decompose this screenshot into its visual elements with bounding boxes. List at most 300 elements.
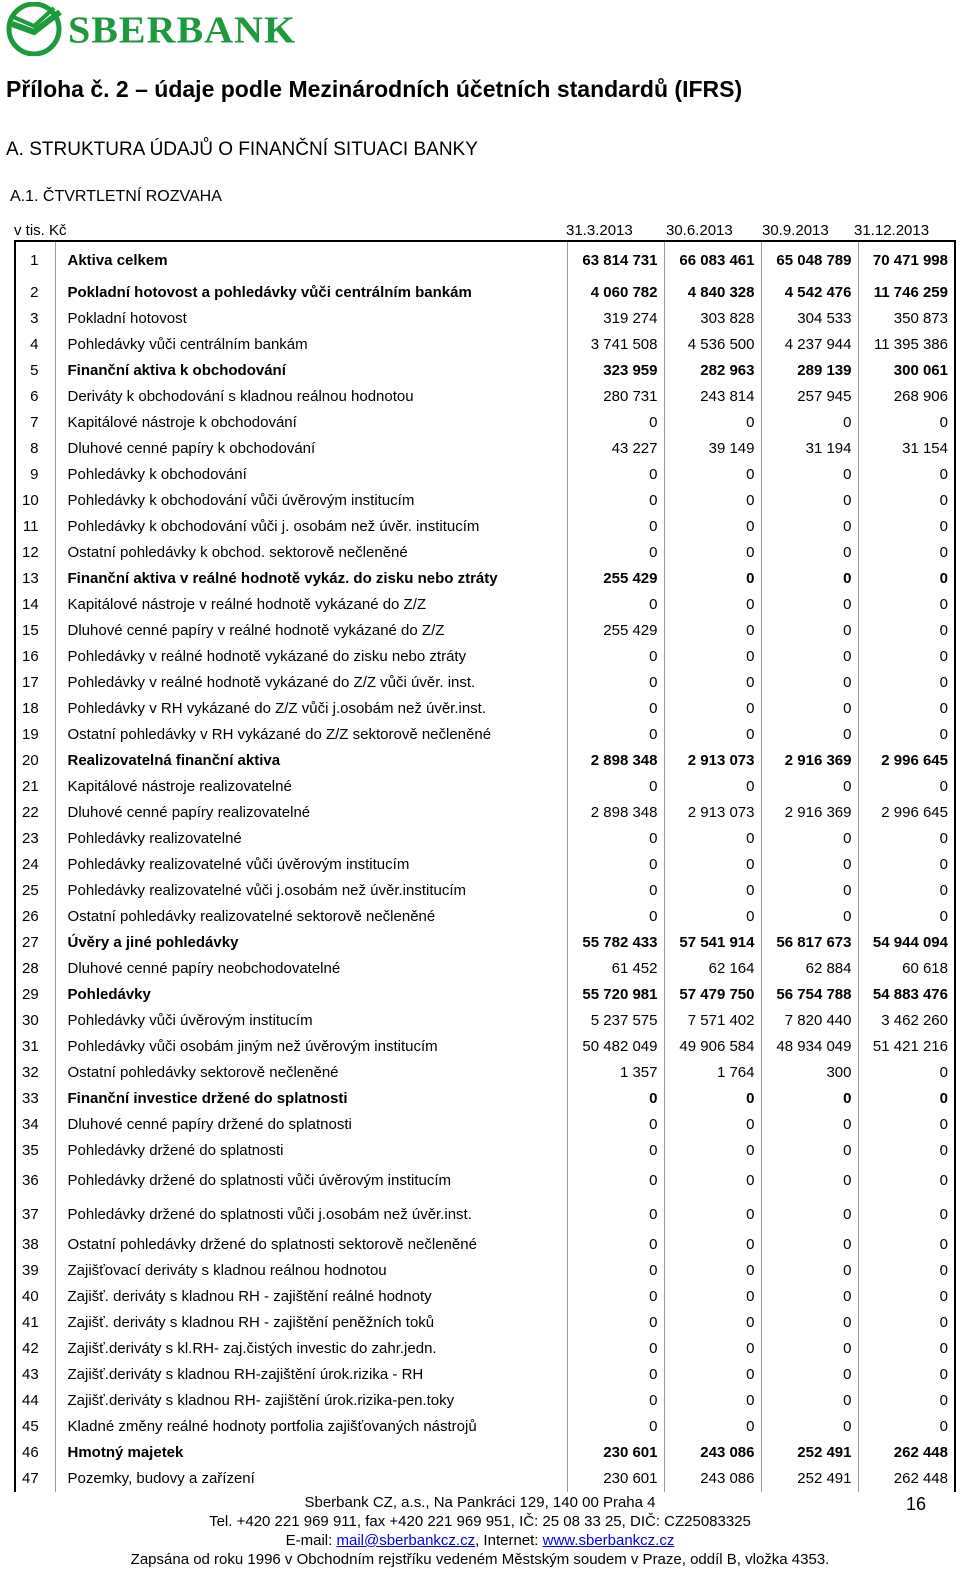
row-value: 0 <box>664 722 761 748</box>
row-label: Realizovatelná finanční aktiva <box>55 748 567 774</box>
row-value: 0 <box>761 878 858 904</box>
row-number: 20 <box>15 748 55 774</box>
row-value: 0 <box>761 1310 858 1336</box>
row-value: 0 <box>567 1164 664 1198</box>
row-number: 31 <box>15 1034 55 1060</box>
table-row <box>15 956 955 982</box>
row-number: 47 <box>15 1466 55 1492</box>
row-value: 0 <box>858 566 955 592</box>
row-number: 36 <box>15 1164 55 1198</box>
row-label: Dluhové cenné papíry v reálné hodnotě vykázané do Z/Z <box>55 618 567 644</box>
row-label: Pohledávky <box>55 982 567 1008</box>
row-value: 0 <box>858 1284 955 1310</box>
row-value: 0 <box>664 1198 761 1232</box>
row-value: 0 <box>567 1336 664 1362</box>
row-value: 319 274 <box>567 306 664 332</box>
row-label: Kladné změny reálné hodnoty portfolia zajišťovaných nástrojů <box>55 1414 567 1440</box>
table-row <box>15 384 955 410</box>
row-value: 3 741 508 <box>567 332 664 358</box>
row-value: 257 945 <box>761 384 858 410</box>
table-row <box>15 280 955 306</box>
row-number: 19 <box>15 722 55 748</box>
row-value: 0 <box>567 488 664 514</box>
row-number: 45 <box>15 1414 55 1440</box>
row-value: 0 <box>761 488 858 514</box>
row-value: 0 <box>664 1310 761 1336</box>
row-value: 7 571 402 <box>664 1008 761 1034</box>
brand-logo <box>6 2 296 56</box>
row-number: 15 <box>15 618 55 644</box>
row-number: 9 <box>15 462 55 488</box>
row-label: Kapitálové nástroje realizovatelné <box>55 774 567 800</box>
row-value: 0 <box>664 462 761 488</box>
row-value: 0 <box>761 1336 858 1362</box>
table-row <box>15 462 955 488</box>
row-value: 4 840 328 <box>664 280 761 306</box>
row-value: 2 898 348 <box>567 748 664 774</box>
balance-sheet-table <box>14 240 956 1492</box>
row-value: 63 814 731 <box>567 241 664 280</box>
row-value: 4 237 944 <box>761 332 858 358</box>
row-value: 0 <box>567 514 664 540</box>
row-value: 252 491 <box>761 1440 858 1466</box>
row-number: 5 <box>15 358 55 384</box>
row-value: 289 139 <box>761 358 858 384</box>
row-value: 243 086 <box>664 1466 761 1492</box>
table-row <box>15 1086 955 1112</box>
row-value: 0 <box>858 826 955 852</box>
row-value: 0 <box>761 410 858 436</box>
column-date-3: 30.9.2013 <box>762 222 829 239</box>
row-number: 26 <box>15 904 55 930</box>
row-value: 0 <box>567 1138 664 1164</box>
table-row <box>15 358 955 384</box>
table-row <box>15 1414 955 1440</box>
row-value: 0 <box>664 1138 761 1164</box>
row-value: 0 <box>664 1232 761 1258</box>
row-value: 54 944 094 <box>858 930 955 956</box>
row-value: 0 <box>858 592 955 618</box>
row-number: 44 <box>15 1388 55 1414</box>
row-number: 28 <box>15 956 55 982</box>
row-value: 0 <box>664 644 761 670</box>
row-value: 0 <box>664 566 761 592</box>
row-value: 304 533 <box>761 306 858 332</box>
table-row <box>15 436 955 462</box>
row-value: 0 <box>567 852 664 878</box>
column-date-4: 31.12.2013 <box>854 222 930 239</box>
row-value: 0 <box>567 644 664 670</box>
row-value: 0 <box>858 1310 955 1336</box>
row-value: 2 898 348 <box>567 800 664 826</box>
row-value: 0 <box>567 1232 664 1258</box>
row-value: 0 <box>858 1232 955 1258</box>
sberbank-logo-icon <box>6 2 62 56</box>
row-value: 0 <box>761 1258 858 1284</box>
row-value: 0 <box>761 566 858 592</box>
table-row <box>15 722 955 748</box>
row-label: Deriváty k obchodování s kladnou reálnou hodnotou <box>55 384 567 410</box>
table-row <box>15 826 955 852</box>
row-value: 0 <box>664 774 761 800</box>
table-row <box>15 332 955 358</box>
table-row <box>15 1336 955 1362</box>
row-number: 10 <box>15 488 55 514</box>
row-number: 25 <box>15 878 55 904</box>
table-row <box>15 1310 955 1336</box>
row-value: 0 <box>761 1388 858 1414</box>
row-value: 0 <box>664 488 761 514</box>
row-number: 41 <box>15 1310 55 1336</box>
table-row <box>15 1440 955 1466</box>
row-value: 0 <box>761 826 858 852</box>
row-value: 0 <box>761 904 858 930</box>
row-value: 0 <box>858 514 955 540</box>
row-value: 0 <box>664 826 761 852</box>
row-number: 43 <box>15 1362 55 1388</box>
row-value: 0 <box>567 1086 664 1112</box>
row-value: 0 <box>664 618 761 644</box>
row-value: 0 <box>858 878 955 904</box>
table-row <box>15 1258 955 1284</box>
row-number: 11 <box>15 514 55 540</box>
table-row <box>15 1138 955 1164</box>
row-value: 0 <box>567 1414 664 1440</box>
row-value: 0 <box>664 1388 761 1414</box>
row-value: 0 <box>761 1138 858 1164</box>
document-title: Příloha č. 2 – údaje podle Mezinárodních účetních standardů (IFRS) <box>6 76 743 102</box>
row-value: 2 916 369 <box>761 748 858 774</box>
row-value: 7 820 440 <box>761 1008 858 1034</box>
row-number: 38 <box>15 1232 55 1258</box>
row-number: 35 <box>15 1138 55 1164</box>
row-value: 280 731 <box>567 384 664 410</box>
table-row <box>15 1198 955 1232</box>
row-value: 0 <box>664 514 761 540</box>
row-value: 0 <box>858 462 955 488</box>
section-title: A. STRUKTURA ÚDAJŮ O FINANČNÍ SITUACI BANKY <box>6 139 478 160</box>
row-value: 0 <box>664 670 761 696</box>
table-row <box>15 618 955 644</box>
row-label: Ostatní pohledávky v RH vykázané do Z/Z sektorově nečleněné <box>55 722 567 748</box>
row-value: 0 <box>858 1336 955 1362</box>
row-value: 0 <box>761 618 858 644</box>
row-number: 29 <box>15 982 55 1008</box>
row-value: 55 720 981 <box>567 982 664 1008</box>
row-value: 0 <box>761 1362 858 1388</box>
row-value: 1 764 <box>664 1060 761 1086</box>
row-value: 0 <box>858 670 955 696</box>
row-value: 50 482 049 <box>567 1034 664 1060</box>
row-value: 61 452 <box>567 956 664 982</box>
table-row <box>15 488 955 514</box>
row-value: 11 746 259 <box>858 280 955 306</box>
table-row <box>15 930 955 956</box>
row-value: 0 <box>761 696 858 722</box>
row-value: 0 <box>761 670 858 696</box>
web-link[interactable]: www.sberbankcz.cz <box>542 1532 675 1549</box>
row-value: 0 <box>567 904 664 930</box>
row-number: 12 <box>15 540 55 566</box>
row-value: 0 <box>858 618 955 644</box>
row-value: 0 <box>664 878 761 904</box>
row-label: Zajišť. deriváty s kladnou RH - zajištění peněžních toků <box>55 1310 567 1336</box>
row-label: Zajišť.deriváty s kladnou RH- zajištění úrok.rizika-pen.toky <box>55 1388 567 1414</box>
row-value: 0 <box>858 696 955 722</box>
row-label: Finanční aktiva v reálné hodnotě vykáz. do zisku nebo ztráty <box>55 566 567 592</box>
row-value: 66 083 461 <box>664 241 761 280</box>
row-value: 0 <box>664 1112 761 1138</box>
row-label: Pokladní hotovost <box>55 306 567 332</box>
row-number: 37 <box>15 1198 55 1232</box>
row-number: 40 <box>15 1284 55 1310</box>
row-number: 13 <box>15 566 55 592</box>
row-value: 350 873 <box>858 306 955 332</box>
row-label: Aktiva celkem <box>55 241 567 280</box>
row-number: 14 <box>15 592 55 618</box>
row-value: 4 060 782 <box>567 280 664 306</box>
row-number: 39 <box>15 1258 55 1284</box>
row-label: Pohledávky v reálné hodnotě vykázané do zisku nebo ztráty <box>55 644 567 670</box>
row-number: 34 <box>15 1112 55 1138</box>
row-value: 4 542 476 <box>761 280 858 306</box>
web-label: , Internet: <box>475 1532 543 1549</box>
row-number: 32 <box>15 1060 55 1086</box>
row-value: 255 429 <box>567 566 664 592</box>
row-label: Pohledávky k obchodování <box>55 462 567 488</box>
row-number: 17 <box>15 670 55 696</box>
row-value: 0 <box>858 904 955 930</box>
row-value: 0 <box>664 696 761 722</box>
row-value: 0 <box>858 1362 955 1388</box>
table-row <box>15 1362 955 1388</box>
row-value: 0 <box>664 1336 761 1362</box>
row-label: Pohledávky realizovatelné vůči j.osobám než úvěr.institucím <box>55 878 567 904</box>
row-value: 5 237 575 <box>567 1008 664 1034</box>
row-number: 16 <box>15 644 55 670</box>
row-value: 262 448 <box>858 1440 955 1466</box>
row-value: 0 <box>858 1138 955 1164</box>
row-value: 0 <box>858 1414 955 1440</box>
row-label: Zajišť.deriváty s kladnou RH-zajištění úrok.rizika - RH <box>55 1362 567 1388</box>
row-value: 0 <box>761 1414 858 1440</box>
row-value: 56 754 788 <box>761 982 858 1008</box>
row-value: 70 471 998 <box>858 241 955 280</box>
row-value: 0 <box>761 1232 858 1258</box>
row-value: 0 <box>664 1164 761 1198</box>
row-value: 0 <box>567 826 664 852</box>
row-value: 57 541 914 <box>664 930 761 956</box>
email-link[interactable]: mail@sberbankcz.cz <box>336 1532 476 1549</box>
row-value: 0 <box>761 1112 858 1138</box>
footer-registration: Zapsána od roku 1996 v Obchodním rejstříku vedeném Městským soudem v Praze, oddíl B, vložka 4353. <box>130 1551 830 1568</box>
row-value: 39 149 <box>664 436 761 462</box>
row-label: Pokladní hotovost a pohledávky vůči centrálním bankám <box>55 280 567 306</box>
row-value: 0 <box>761 514 858 540</box>
row-value: 0 <box>761 722 858 748</box>
row-value: 55 782 433 <box>567 930 664 956</box>
row-number: 2 <box>15 280 55 306</box>
row-value: 243 086 <box>664 1440 761 1466</box>
row-value: 230 601 <box>567 1440 664 1466</box>
row-label: Úvěry a jiné pohledávky <box>55 930 567 956</box>
table-row <box>15 1034 955 1060</box>
row-value: 62 884 <box>761 956 858 982</box>
row-value: 2 913 073 <box>664 800 761 826</box>
row-value: 0 <box>858 852 955 878</box>
row-value: 57 479 750 <box>664 982 761 1008</box>
row-value: 0 <box>858 1086 955 1112</box>
row-value: 230 601 <box>567 1466 664 1492</box>
row-number: 24 <box>15 852 55 878</box>
column-date-2: 30.6.2013 <box>666 222 733 239</box>
units-label: v tis. Kč <box>14 222 67 239</box>
row-value: 0 <box>858 540 955 566</box>
row-value: 323 959 <box>567 358 664 384</box>
table-row <box>15 878 955 904</box>
row-value: 0 <box>858 774 955 800</box>
column-date-1: 31.3.2013 <box>566 222 633 239</box>
footer-links <box>0 1532 960 1549</box>
table-row <box>15 696 955 722</box>
email-label: E-mail: <box>285 1532 337 1549</box>
row-label: Dluhové cenné papíry neobchodovatelné <box>55 956 567 982</box>
row-value: 2 916 369 <box>761 800 858 826</box>
row-number: 22 <box>15 800 55 826</box>
row-value: 48 934 049 <box>761 1034 858 1060</box>
row-value: 0 <box>858 1164 955 1198</box>
row-value: 268 906 <box>858 384 955 410</box>
row-value: 43 227 <box>567 436 664 462</box>
row-value: 0 <box>664 1086 761 1112</box>
row-label: Ostatní pohledávky sektorově nečleněné <box>55 1060 567 1086</box>
table-row <box>15 800 955 826</box>
row-value: 255 429 <box>567 618 664 644</box>
row-value: 0 <box>664 410 761 436</box>
row-value: 0 <box>761 540 858 566</box>
row-label: Dluhové cenné papíry k obchodování <box>55 436 567 462</box>
row-value: 0 <box>761 1198 858 1232</box>
row-value: 2 913 073 <box>664 748 761 774</box>
table-row <box>15 904 955 930</box>
row-number: 21 <box>15 774 55 800</box>
row-number: 3 <box>15 306 55 332</box>
row-value: 282 963 <box>664 358 761 384</box>
row-value: 0 <box>664 1284 761 1310</box>
brand-name: SBERBANK <box>68 7 297 51</box>
row-value: 262 448 <box>858 1466 955 1492</box>
row-value: 0 <box>567 540 664 566</box>
row-value: 0 <box>567 1112 664 1138</box>
row-value: 2 996 645 <box>858 748 955 774</box>
table-row <box>15 774 955 800</box>
row-value: 0 <box>664 592 761 618</box>
table-row <box>15 982 955 1008</box>
row-value: 0 <box>567 670 664 696</box>
table-row <box>15 592 955 618</box>
row-value: 0 <box>567 774 664 800</box>
row-value: 0 <box>761 852 858 878</box>
row-label: Pohledávky vůči osobám jiným než úvěrovým institucím <box>55 1034 567 1060</box>
row-label: Hmotný majetek <box>55 1440 567 1466</box>
row-label: Ostatní pohledávky držené do splatnosti sektorově nečleněné <box>55 1232 567 1258</box>
table-row <box>15 1060 955 1086</box>
row-value: 56 817 673 <box>761 930 858 956</box>
row-label: Pohledávky realizovatelné <box>55 826 567 852</box>
row-value: 54 883 476 <box>858 982 955 1008</box>
row-number: 27 <box>15 930 55 956</box>
row-value: 62 164 <box>664 956 761 982</box>
row-value: 51 421 216 <box>858 1034 955 1060</box>
row-value: 0 <box>567 696 664 722</box>
row-value: 0 <box>567 592 664 618</box>
row-value: 0 <box>664 852 761 878</box>
row-value: 0 <box>567 722 664 748</box>
row-value: 300 <box>761 1060 858 1086</box>
table-row <box>15 670 955 696</box>
row-value: 0 <box>858 644 955 670</box>
row-number: 23 <box>15 826 55 852</box>
row-value: 0 <box>567 1362 664 1388</box>
table-row <box>15 1008 955 1034</box>
row-label: Pohledávky vůči úvěrovým institucím <box>55 1008 567 1034</box>
row-value: 0 <box>858 1112 955 1138</box>
row-value: 60 618 <box>858 956 955 982</box>
row-value: 49 906 584 <box>664 1034 761 1060</box>
row-value: 4 536 500 <box>664 332 761 358</box>
row-value: 0 <box>858 1258 955 1284</box>
table-row <box>15 410 955 436</box>
row-label: Dluhové cenné papíry realizovatelné <box>55 800 567 826</box>
row-number: 42 <box>15 1336 55 1362</box>
row-label: Finanční aktiva k obchodování <box>55 358 567 384</box>
row-value: 0 <box>664 540 761 566</box>
row-value: 65 048 789 <box>761 241 858 280</box>
row-value: 0 <box>761 644 858 670</box>
row-value: 0 <box>858 410 955 436</box>
table-row <box>15 540 955 566</box>
row-value: 0 <box>858 1198 955 1232</box>
table-row <box>15 1284 955 1310</box>
row-value: 0 <box>567 1388 664 1414</box>
row-value: 0 <box>664 1362 761 1388</box>
table-row <box>15 514 955 540</box>
row-label: Pohledávky držené do splatnosti vůči úvěrovým institucím <box>55 1164 567 1198</box>
row-number: 1 <box>15 241 55 280</box>
row-number: 33 <box>15 1086 55 1112</box>
row-number: 8 <box>15 436 55 462</box>
footer-address: Sberbank CZ, a.s., Na Pankráci 129, 140 00 Praha 4 <box>304 1494 656 1511</box>
row-value: 303 828 <box>664 306 761 332</box>
row-value: 300 061 <box>858 358 955 384</box>
row-value: 11 395 386 <box>858 332 955 358</box>
row-label: Zajišťovací deriváty s kladnou reálnou hodnotou <box>55 1258 567 1284</box>
row-label: Ostatní pohledávky realizovatelné sektorově nečleněné <box>55 904 567 930</box>
table-row <box>15 1164 955 1198</box>
table-row <box>15 1388 955 1414</box>
row-label: Pozemky, budovy a zařízení <box>55 1466 567 1492</box>
row-value: 243 814 <box>664 384 761 410</box>
row-value: 0 <box>567 410 664 436</box>
row-label: Pohledávky k obchodování vůči úvěrovým institucím <box>55 488 567 514</box>
page-number: 16 <box>906 1494 927 1514</box>
row-label: Pohledávky vůči centrálním bankám <box>55 332 567 358</box>
row-label: Kapitálové nástroje v reálné hodnotě vykázané do Z/Z <box>55 592 567 618</box>
row-value: 0 <box>567 1310 664 1336</box>
row-number: 18 <box>15 696 55 722</box>
row-number: 30 <box>15 1008 55 1034</box>
row-value: 31 194 <box>761 436 858 462</box>
